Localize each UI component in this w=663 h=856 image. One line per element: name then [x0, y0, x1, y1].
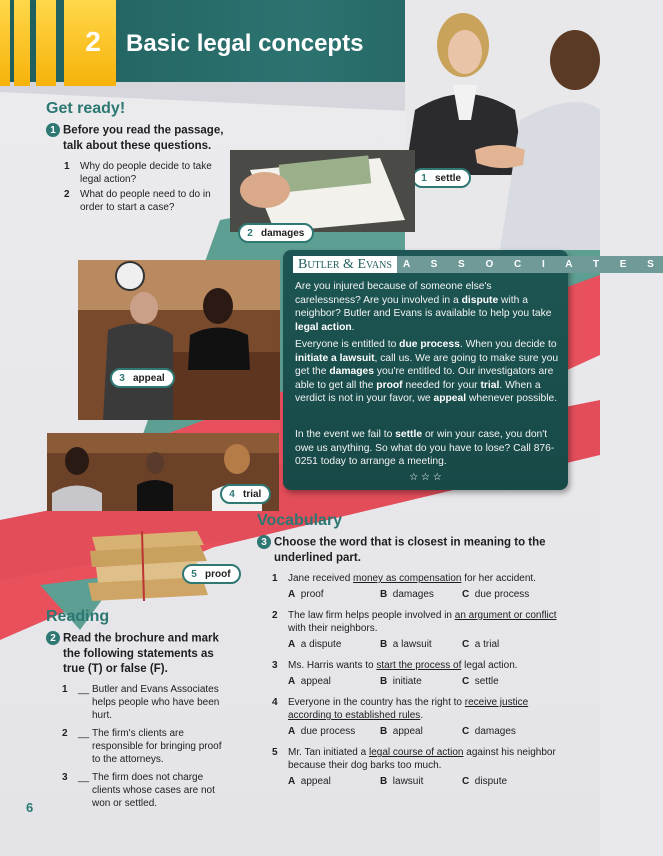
get-ready-questions	[64, 160, 244, 214]
question-text: What do people need to do in	[80, 189, 211, 200]
option-a[interactable]: A a dispute	[288, 639, 342, 650]
statement-item: 2 __ The firm's clients are responsible for bringing proof to the attorneys.	[62, 728, 222, 765]
vocab-item: 2 The law firm helps people involved in an argument or conflict with their neighbors. A a dispute B a lawsuit C a trial	[272, 610, 557, 650]
option-c[interactable]: C dispute	[462, 776, 508, 787]
vocab-item: 4 Everyone in the country has the right to receive justice according to established rules. A due process B appeal C damages	[272, 697, 529, 737]
label-word: trial	[243, 488, 262, 500]
answer-blank[interactable]: __	[78, 684, 90, 695]
underlined-phrase: legal course of action	[368, 747, 464, 758]
vocabulary-instruction	[257, 535, 557, 566]
instruction-text: Before you read the passage,	[63, 124, 224, 137]
photo-label-damages	[238, 223, 314, 243]
instruction-text: the following statements as	[63, 647, 214, 660]
photo-label-proof	[182, 564, 241, 584]
answer-blank[interactable]: __	[78, 772, 90, 783]
vocab-item: 3 Ms. Harris wants to start the process of legal action. A appeal B initiate C settle	[272, 660, 518, 687]
label-word: damages	[261, 227, 305, 239]
get-ready-instruction	[46, 123, 256, 154]
brochure-paragraph-1: Are you injured because of someone else's carelessness? Are you involved in a dispute with a neighbor? Butler and Evans is available to help you take legal action.	[295, 281, 552, 333]
option-c[interactable]: C due process	[462, 589, 530, 600]
label-number: 3	[119, 372, 125, 384]
brochure-stars: ☆ ☆ ☆	[409, 472, 442, 483]
reading-statements	[62, 683, 242, 810]
vocabulary-heading: Vocabulary	[257, 512, 343, 529]
label-word: proof	[205, 568, 231, 580]
question-text: order to start a case?	[80, 202, 175, 213]
label-word: appeal	[133, 372, 165, 384]
underlined-phrase: money as compensation	[353, 573, 462, 584]
option-b[interactable]: B appeal	[380, 726, 423, 737]
brochure-paragraph-3: In the event we fail to settle or win your case, you don't owe us anything. So what do you have to lose? Call 876-0251 today to arrange a meeting.	[295, 429, 555, 467]
option-b[interactable]: B damages	[380, 589, 434, 600]
option-b[interactable]: B lawsuit	[380, 776, 424, 787]
brochure-title	[293, 256, 663, 273]
option-a[interactable]: A appeal	[288, 676, 331, 687]
label-number: 4	[229, 488, 235, 500]
item-number: 1	[272, 573, 278, 584]
number-badge: 3	[257, 535, 271, 549]
statement-number: 3	[62, 772, 68, 783]
instruction-text: true (T) or false (F).	[63, 662, 168, 675]
unit-number: 2	[85, 26, 101, 57]
vocab-item: 5 Mr. Tan initiated a legal course of action against his neighbor because their dog barks too much. A appeal B lawsuit C dispute	[272, 747, 556, 787]
reading-heading: Reading	[46, 608, 110, 625]
label-number: 1	[421, 172, 427, 184]
statement-number: 2	[62, 728, 68, 739]
law-firm-brochure	[283, 250, 663, 490]
option-b[interactable]: B initiate	[380, 676, 422, 687]
money-envelope-photo	[230, 150, 415, 232]
option-c[interactable]: C settle	[462, 676, 499, 687]
question-text: Why do people decide to take	[80, 161, 212, 172]
firm-subtitle: A S S O C I A T E S	[397, 256, 663, 273]
question-item	[64, 160, 244, 186]
statement-item: 1 __ Butler and Evans Associates helps people who have been hurt.	[62, 684, 220, 721]
unit-title: Basic legal concepts	[126, 30, 364, 57]
vocab-item: 1 Jane received money as compensation for her accident. A proof B damages C due process	[272, 573, 536, 600]
handshake-photo	[405, 0, 600, 250]
question-number: 1	[64, 161, 70, 172]
item-number: 4	[272, 697, 278, 708]
answer-blank[interactable]: __	[78, 728, 90, 739]
instruction-text: Read the brochure and mark	[63, 632, 219, 645]
item-number: 2	[272, 610, 278, 621]
option-a[interactable]: A proof	[288, 589, 324, 600]
question-item	[64, 188, 244, 214]
reading-instruction	[46, 631, 246, 677]
question-number: 2	[64, 189, 70, 200]
item-number: 5	[272, 747, 278, 758]
yellow-bar	[14, 0, 30, 86]
vocabulary-items	[272, 572, 572, 788]
question-text: legal action?	[80, 174, 137, 185]
number-badge: 2	[46, 631, 60, 645]
brochure-paragraph-2: Everyone is entitled to due process. When you decide to initiate a lawsuit, call us. We are going to make sure you get the damages you're entitled to. Our investigators are able to get all the proof needed for your trial. When a verdict is not in your favor, we appeal whenever possible.	[295, 339, 559, 404]
option-a[interactable]: A appeal	[288, 776, 331, 787]
option-c[interactable]: C a trial	[462, 639, 500, 650]
item-number: 3	[272, 660, 278, 671]
label-number: 5	[191, 568, 197, 580]
instruction-text: Choose the word that is closest in meaning to the	[274, 536, 546, 549]
statement-item: 3 __ The firm does not charge clients whose cases are not won or settled.	[62, 772, 215, 809]
yellow-bar	[36, 0, 56, 86]
underlined-phrase: start the process of	[376, 660, 462, 671]
photo-label-appeal	[110, 368, 175, 388]
get-ready-heading: Get ready!	[46, 100, 126, 117]
label-number: 2	[247, 227, 253, 239]
courtroom-photo	[78, 260, 280, 420]
underlined-phrase: according to established rules	[288, 710, 421, 721]
option-a[interactable]: A due process	[288, 726, 356, 737]
option-b[interactable]: B a lawsuit	[380, 639, 432, 650]
photo-label-trial	[220, 484, 271, 504]
label-word: settle	[435, 172, 462, 184]
number-badge: 1	[46, 123, 60, 137]
yellow-bar	[0, 0, 10, 86]
instruction-text: talk about these questions.	[63, 139, 212, 152]
underlined-phrase: receive justice	[464, 697, 529, 708]
page-number: 6	[26, 800, 34, 815]
statement-number: 1	[62, 684, 68, 695]
firm-name: Butler & Evans	[293, 256, 397, 273]
photo-label-settle	[412, 168, 471, 188]
instruction-text: underlined part.	[274, 551, 361, 564]
option-c[interactable]: C damages	[462, 726, 516, 737]
underlined-phrase: an argument or conflict	[454, 610, 557, 621]
